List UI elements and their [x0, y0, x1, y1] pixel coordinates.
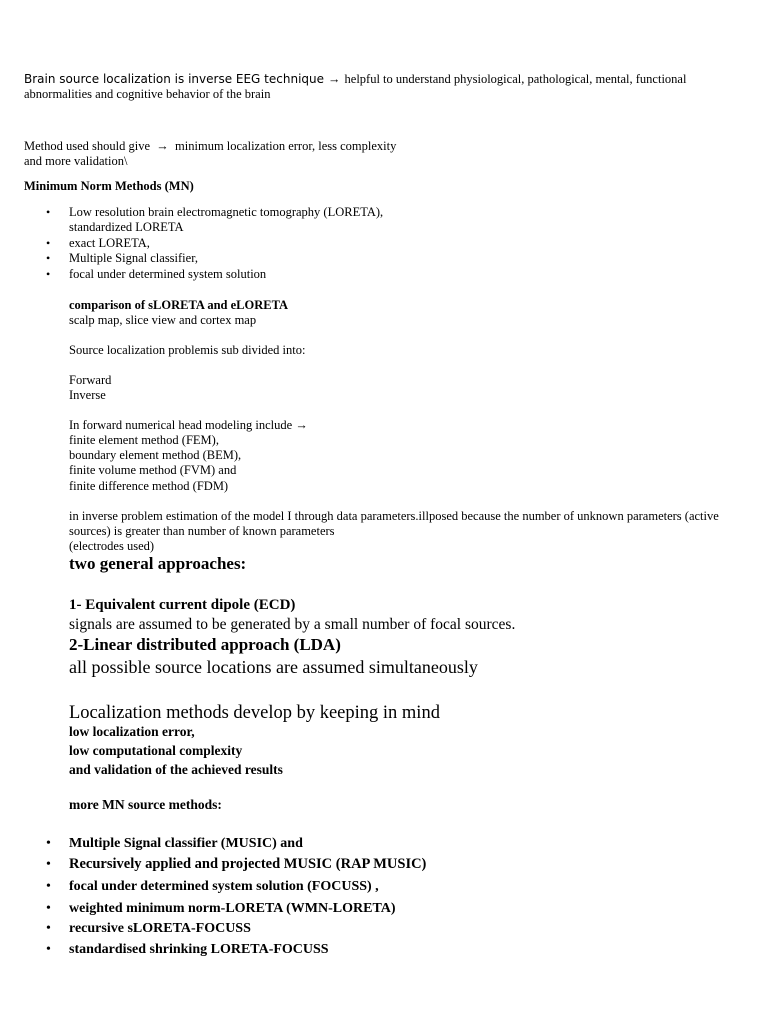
intro-text: helpful to understand physiological, pathological, mental, functional	[344, 72, 687, 86]
list-item: recursive sLORETA-FOCUSS	[69, 921, 251, 936]
mn-heading: Minimum Norm Methods (MN)	[24, 179, 194, 193]
list-item: standardized LORETA	[69, 220, 184, 234]
bullet-icon: •	[46, 205, 51, 219]
forward-text: Forward	[69, 373, 112, 387]
bullet-icon: •	[46, 251, 51, 265]
intro-line-1	[24, 70, 686, 88]
intro-heading: Brain source localization is inverse EEG technique	[24, 72, 325, 86]
bullet-icon: •	[46, 921, 51, 936]
localization-heading: Localization methods develop by keeping in mind	[69, 703, 440, 723]
forward-modeling-text: In forward numerical head modeling include	[69, 418, 293, 432]
inverse-problem-line-3: (electrodes used)	[69, 539, 155, 553]
list-item: finite difference method (FDM)	[69, 479, 229, 493]
list-item: low computational complexity	[69, 743, 243, 758]
approaches-heading: two general approaches:	[69, 554, 247, 573]
subdivided-text: Source localization problemis sub divided into:	[69, 343, 306, 357]
arrow-icon: →	[328, 72, 341, 86]
inverse-problem-line-1: in inverse problem estimation of the model I through data parameters.illposed because the number of unknown parameters (active	[69, 509, 719, 523]
forward-modeling-intro	[69, 418, 308, 433]
list-item: Multiple Signal classifier (MUSIC) and	[69, 836, 303, 851]
method-line-2: and more validation\	[24, 154, 128, 168]
list-item: boundary element method (BEM),	[69, 448, 242, 462]
list-item: weighted minimum norm-LORETA (WMN-LORETA)	[69, 901, 396, 916]
list-item: Multiple Signal classifier,	[69, 251, 198, 265]
bullet-icon: •	[46, 879, 51, 894]
list-item: low localization error,	[69, 724, 195, 739]
comparison-heading: comparison of sLORETA and eLORETA	[69, 298, 289, 312]
list-item: exact LORETA,	[69, 236, 150, 250]
ecd-heading: 1- Equivalent current dipole (ECD)	[69, 597, 296, 613]
more-mn-heading: more MN source methods:	[69, 797, 222, 812]
list-item: Low resolution brain electromagnetic tomography (LORETA),	[69, 205, 384, 219]
ecd-text: signals are assumed to be generated by a small number of focal sources.	[69, 616, 516, 633]
bullet-icon: •	[46, 857, 51, 872]
inverse-problem-line-2: sources) is greater than number of known parameters	[69, 524, 335, 538]
list-item: Recursively applied and projected MUSIC (RAP MUSIC)	[69, 856, 427, 872]
arrow-icon: →	[295, 418, 308, 432]
inverse-text: Inverse	[69, 388, 106, 402]
bullet-icon: •	[46, 942, 51, 957]
list-item: focal under determined system solution	[69, 267, 267, 281]
list-item: finite volume method (FVM) and	[69, 463, 237, 477]
method-text-a: Method used should give	[24, 139, 151, 153]
list-item: finite element method (FEM),	[69, 433, 219, 447]
bullet-icon: •	[46, 836, 51, 851]
intro-line-2: abnormalities and cognitive behavior of the brain	[24, 87, 271, 101]
lda-text: all possible source locations are assumed simultaneously	[69, 657, 478, 677]
bullet-icon: •	[46, 236, 51, 250]
method-line-1	[24, 139, 396, 154]
comparison-text: scalp map, slice view and cortex map	[69, 313, 257, 327]
bullet-icon: •	[46, 267, 51, 281]
method-text-b: minimum localization error, less complexity	[175, 139, 397, 153]
list-item: focal under determined system solution (FOCUSS) ,	[69, 879, 379, 894]
list-item: and validation of the achieved results	[69, 762, 283, 777]
arrow-icon: →	[156, 139, 169, 153]
list-item: standardised shrinking LORETA-FOCUSS	[69, 942, 329, 957]
bullet-icon: •	[46, 901, 51, 916]
lda-heading: 2-Linear distributed approach (LDA)	[69, 635, 341, 654]
